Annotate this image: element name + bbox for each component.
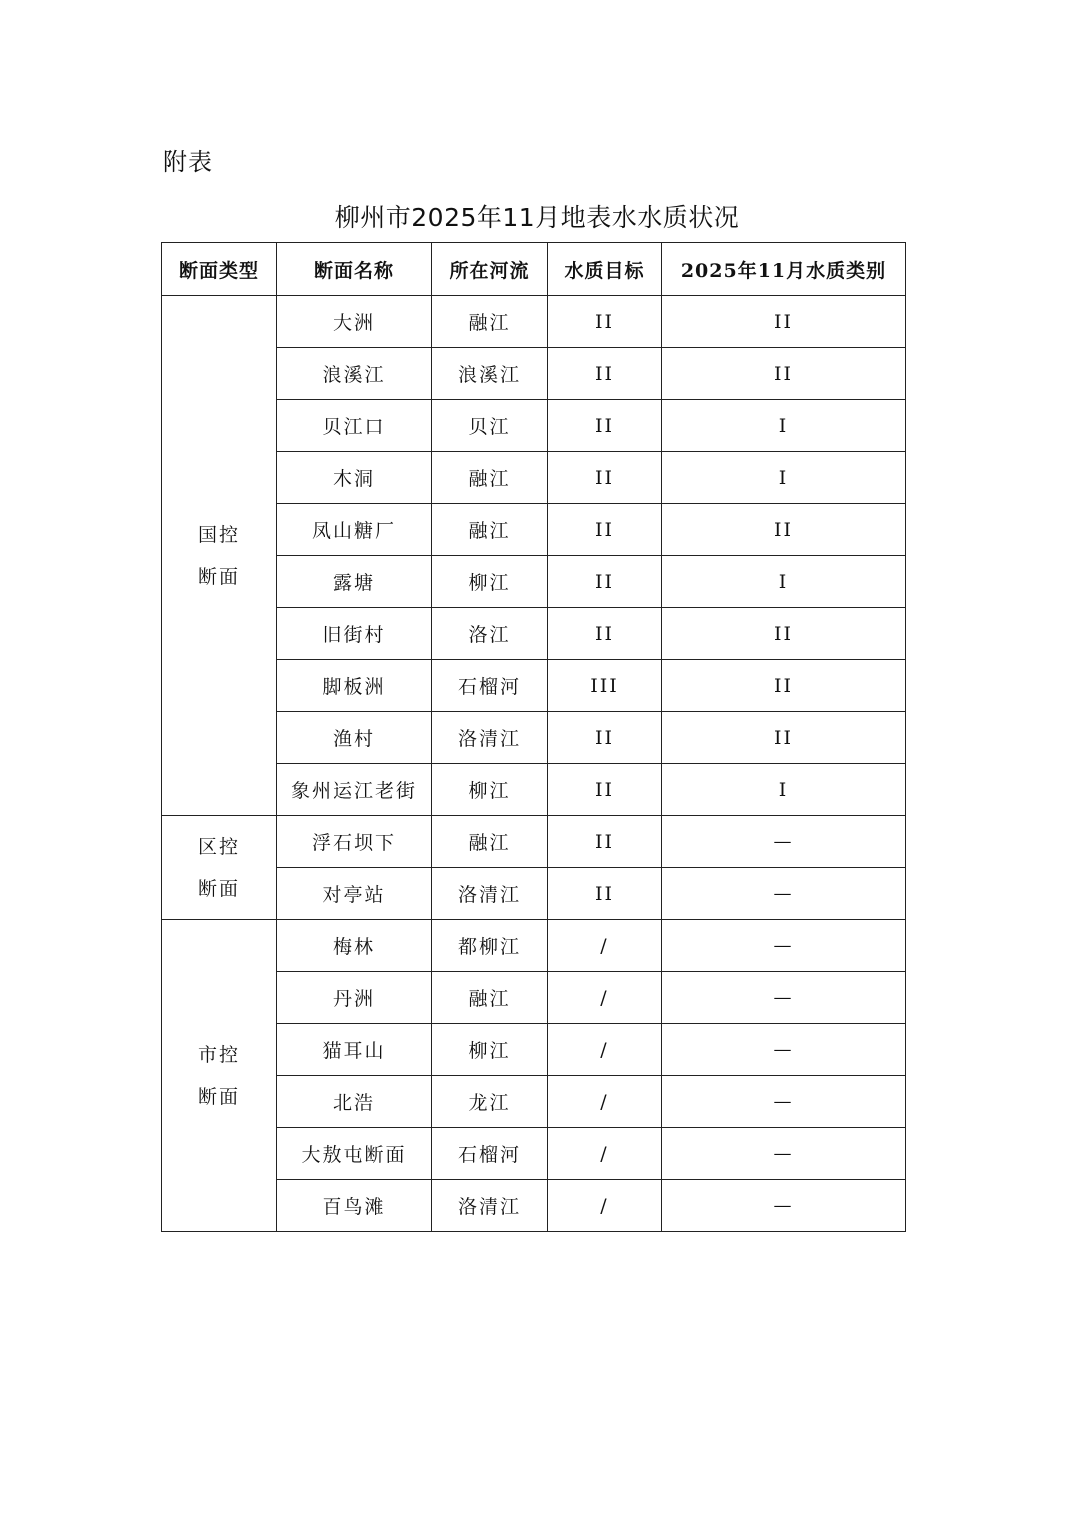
header-quality-target: 水质目标 <box>548 243 662 296</box>
quality-category-cell: — <box>662 816 906 868</box>
quality-target-cell: / <box>548 920 662 972</box>
river-cell: 洛江 <box>432 608 548 660</box>
section-name-cell: 渔村 <box>277 712 432 764</box>
section-name-cell: 象州运江老街 <box>277 764 432 816</box>
quality-category-cell: II <box>662 504 906 556</box>
table-header-row <box>162 243 906 296</box>
quality-target-cell: / <box>548 1076 662 1128</box>
section-type-line2: 断面 <box>197 565 240 588</box>
section-name-cell: 浪溪江 <box>277 348 432 400</box>
section-name-cell: 贝江口 <box>277 400 432 452</box>
header-section-name: 断面名称 <box>277 243 432 296</box>
quality-target-cell: / <box>548 1128 662 1180</box>
quality-target-cell: II <box>548 764 662 816</box>
section-name-cell: 梅林 <box>277 920 432 972</box>
river-cell: 融江 <box>432 816 548 868</box>
section-type-line2: 断面 <box>197 877 240 900</box>
quality-target-cell: / <box>548 972 662 1024</box>
section-type-line2: 断面 <box>197 1085 240 1108</box>
quality-target-cell: II <box>548 712 662 764</box>
river-cell: 洛清江 <box>432 1180 548 1232</box>
table-row <box>162 816 906 868</box>
quality-target-cell: / <box>548 1180 662 1232</box>
quality-category-cell: I <box>662 400 906 452</box>
section-name-cell: 大敖屯断面 <box>277 1128 432 1180</box>
river-cell: 融江 <box>432 972 548 1024</box>
attachment-label: 附表 <box>163 148 213 176</box>
river-cell: 浪溪江 <box>432 348 548 400</box>
quality-category-cell: II <box>662 712 906 764</box>
quality-target-cell: II <box>548 608 662 660</box>
header-section-type: 断面类型 <box>162 243 277 296</box>
quality-category-cell: II <box>662 296 906 348</box>
quality-target-cell: II <box>548 504 662 556</box>
section-type-cell <box>162 920 277 1232</box>
quality-category-cell: — <box>662 1128 906 1180</box>
quality-category-cell: I <box>662 452 906 504</box>
quality-category-cell: — <box>662 1076 906 1128</box>
quality-target-cell: II <box>548 296 662 348</box>
section-name-cell: 旧街村 <box>277 608 432 660</box>
river-cell: 都柳江 <box>432 920 548 972</box>
water-quality-table <box>161 242 906 1232</box>
river-cell: 融江 <box>432 504 548 556</box>
section-name-cell: 露塘 <box>277 556 432 608</box>
quality-target-cell: II <box>548 452 662 504</box>
river-cell: 贝江 <box>432 400 548 452</box>
section-name-cell: 脚板洲 <box>277 660 432 712</box>
river-cell: 融江 <box>432 452 548 504</box>
section-name-cell: 猫耳山 <box>277 1024 432 1076</box>
river-cell: 柳江 <box>432 764 548 816</box>
section-name-cell: 浮石坝下 <box>277 816 432 868</box>
quality-target-cell: III <box>548 660 662 712</box>
quality-category-cell: II <box>662 660 906 712</box>
quality-target-cell: II <box>548 556 662 608</box>
river-cell: 龙江 <box>432 1076 548 1128</box>
table-row <box>162 296 906 348</box>
table-row <box>162 920 906 972</box>
river-cell: 融江 <box>432 296 548 348</box>
section-type-cell <box>162 816 277 920</box>
header-quality-category: 2025年11月水质类别 <box>662 243 906 296</box>
quality-category-cell: II <box>662 348 906 400</box>
quality-target-cell: II <box>548 348 662 400</box>
quality-category-cell: II <box>662 608 906 660</box>
quality-category-cell: — <box>662 1180 906 1232</box>
section-type-cell <box>162 296 277 816</box>
quality-target-cell: II <box>548 816 662 868</box>
section-name-cell: 百鸟滩 <box>277 1180 432 1232</box>
section-type-line1: 区控 <box>197 835 240 858</box>
quality-category-cell: — <box>662 868 906 920</box>
quality-target-cell: / <box>548 1024 662 1076</box>
section-name-cell: 对亭站 <box>277 868 432 920</box>
river-cell: 洛清江 <box>432 868 548 920</box>
section-name-cell: 丹洲 <box>277 972 432 1024</box>
quality-category-cell: I <box>662 556 906 608</box>
river-cell: 柳江 <box>432 556 548 608</box>
section-name-cell: 大洲 <box>277 296 432 348</box>
section-name-cell: 北浩 <box>277 1076 432 1128</box>
section-type-line1: 国控 <box>197 523 240 546</box>
river-cell: 石榴河 <box>432 1128 548 1180</box>
river-cell: 石榴河 <box>432 660 548 712</box>
quality-target-cell: II <box>548 400 662 452</box>
header-river: 所在河流 <box>432 243 548 296</box>
section-name-cell: 凤山糖厂 <box>277 504 432 556</box>
quality-category-cell: I <box>662 764 906 816</box>
river-cell: 柳江 <box>432 1024 548 1076</box>
document-title: 柳州市2025年11月地表水水质状况 <box>334 203 740 232</box>
quality-category-cell: — <box>662 972 906 1024</box>
section-name-cell: 木洞 <box>277 452 432 504</box>
quality-target-cell: II <box>548 868 662 920</box>
section-type-line1: 市控 <box>197 1043 240 1066</box>
quality-category-cell: — <box>662 1024 906 1076</box>
river-cell: 洛清江 <box>432 712 548 764</box>
quality-category-cell: — <box>662 920 906 972</box>
